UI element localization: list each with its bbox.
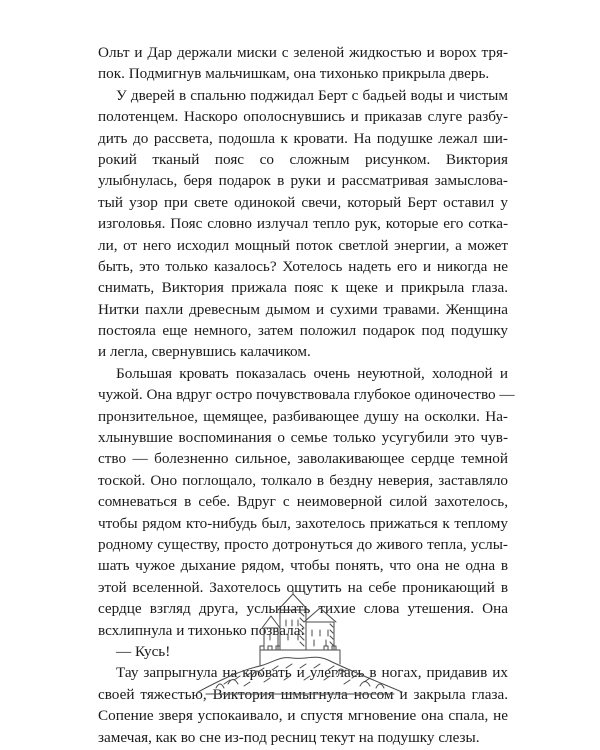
dialogue-line: — Кусь!	[116, 642, 171, 660]
text-line: замечая, как во сне из-под ресниц текут на подушку слезы.	[98, 728, 480, 746]
text-line: дить до рассвета, подошла к кровати. На подушке лежал ши-	[98, 129, 508, 147]
text-line: полотенцем. Наскоро ополоснувшись и приказав слуге разбу-	[98, 108, 508, 126]
text-line: шать чужое дыхание рядом, чтобы понять, что она не одна в	[98, 557, 508, 575]
text-line: постояла еще немного, затем положил подарок под подушку	[98, 322, 508, 340]
text-line: пок. Подмигнув мальчишкам, она тихонько прикрыла дверь.	[98, 65, 490, 83]
text-line: Нитки пахли древесным дымом и сухими травами. Женщина	[98, 300, 508, 318]
text-line: снимать, Виктория прижала пояс к щеке и прикрыла глаза.	[98, 279, 508, 297]
text-line: ли, от него исходил мощный поток светлой энергии, а может	[98, 236, 508, 254]
text-line: сомневаться в себе. Вдруг с неимоверной силой захотелось,	[98, 493, 508, 511]
text-line: Сопение зверя успокаивало, и спустя мгновение она спала, не	[98, 707, 508, 725]
text-line: всхлипнула и тихонько позвала:	[98, 621, 305, 639]
text-line: своей тяжестью, Виктория шмыгнула носом и закрыла глаза.	[98, 685, 508, 703]
text-line: рокий тканый пояс со сложным рисунком. Виктория	[98, 150, 508, 168]
text-line: пронзительное, щемящее, разбивающее душу на осколки. На-	[98, 407, 508, 425]
text-line: родному существу, просто дотронуться до живого тепла, услы-	[98, 535, 508, 553]
text-line: этой вселенной. Захотелось ощутить на себе проникающий в	[98, 578, 508, 596]
paragraph	[98, 42, 508, 85]
text-line: У дверей в спальню поджидал Берт с бадьей воды и чистым	[116, 86, 508, 104]
text-line: чтобы рядом кто-нибудь был, захотелось прижаться к теплому	[98, 514, 508, 532]
paragraph	[98, 85, 508, 363]
text-line: ство — болезненно сильное, заволакивающее сердце темной	[98, 450, 508, 468]
text-line: хлынувшие воспоминания о семье только усугубили это чув-	[98, 429, 508, 447]
text-line: Большая кровать показалась очень неуютной, холодной и	[116, 364, 508, 382]
text-line: Тау запрыгнула на кровать и улеглась в ногах, придавив их	[116, 664, 508, 682]
text-line: изголовья. Пояс словно излучал тепло рук, которые его сотка-	[98, 215, 508, 233]
text-line: быть, это только казалось? Хотелось надеть его и никогда не	[98, 257, 508, 275]
text-line: и легла, свернувшись калачиком.	[98, 343, 311, 361]
text-line: Ольт и Дар держали миски с зеленой жидкостью и ворох тря-	[98, 44, 508, 61]
text-line: сердце взгляд друга, услышать тихие слова утешения. Она	[98, 600, 508, 618]
text-line: тый узор при свете одинокой свечи, который Берт оставил у	[98, 193, 508, 211]
castle-on-hill-icon	[194, 580, 406, 698]
text-line: улыбнулась, беря подарок в руки и рассматривая замыслова-	[98, 172, 508, 190]
text-line: тоской. Оно поглощало, толкало в бездну неверия, заставляло	[98, 471, 508, 489]
text-line: чужой. Она вдруг остро почувствовала глубокое одиночество —	[98, 386, 515, 404]
